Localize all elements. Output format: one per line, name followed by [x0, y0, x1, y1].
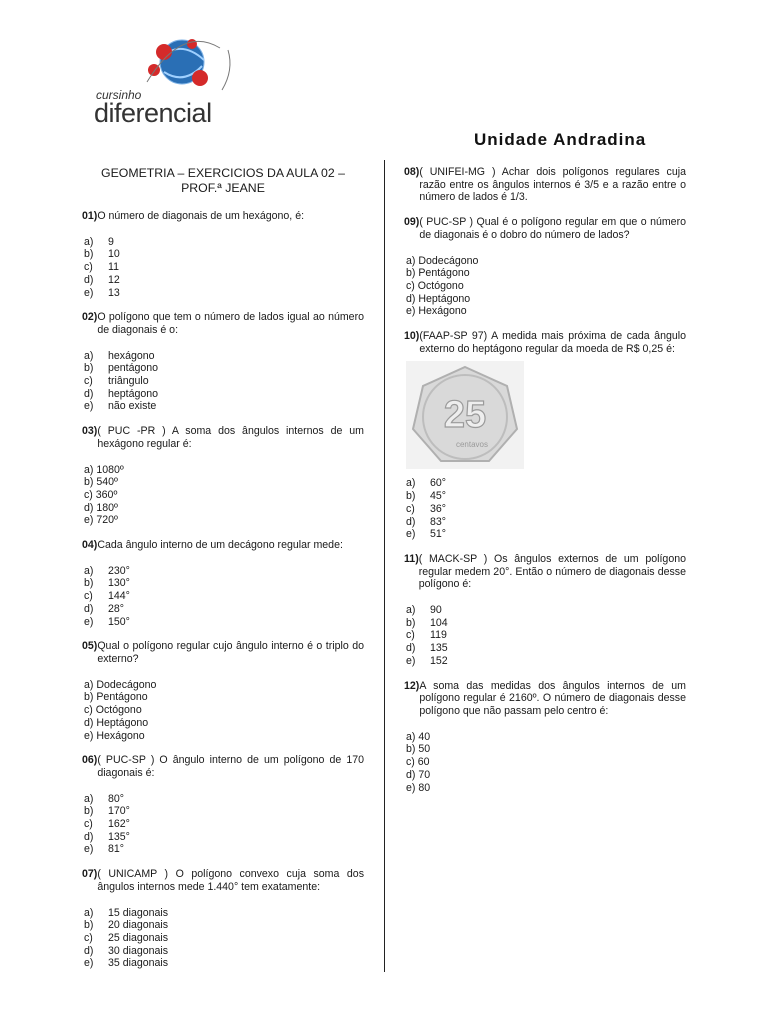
question-number: 06)	[82, 754, 98, 767]
option-text: 12	[108, 273, 120, 286]
question-statement	[82, 640, 364, 665]
question-statement	[404, 330, 686, 355]
answer-option	[82, 236, 364, 249]
option-letter: d) 70	[406, 768, 431, 781]
option-letter: b) 50	[406, 743, 431, 756]
answer-option	[82, 730, 364, 743]
answer-option	[82, 502, 364, 515]
heading-line-1: GEOMETRIA – EXERCICIOS DA AULA 02 –	[101, 166, 345, 180]
answer-options	[404, 255, 686, 319]
option-letter: d)	[84, 944, 94, 957]
option-letter: c)	[84, 590, 93, 603]
option-letter: e)	[84, 843, 94, 856]
logo-big-text: diferencial	[94, 98, 212, 128]
question-number: 12)	[404, 679, 420, 692]
answer-option	[404, 267, 686, 280]
option-text: 28°	[108, 602, 125, 615]
question-text: O polígono que tem o número de lados igual ao número de diagonais é o:	[97, 311, 364, 336]
question-statement	[404, 166, 686, 204]
option-text: 81°	[108, 843, 125, 856]
option-letter: a) Dodecágono	[84, 678, 157, 691]
question-number: 09)	[404, 216, 420, 229]
question	[82, 539, 364, 628]
option-text: 162°	[108, 818, 130, 831]
option-letter: c)	[406, 629, 415, 642]
option-letter: e) 80	[406, 781, 431, 794]
answer-option	[82, 274, 364, 287]
option-text: hexágono	[108, 349, 155, 362]
option-text: 130°	[108, 577, 130, 590]
answer-options	[82, 464, 364, 528]
answer-option	[404, 743, 686, 756]
option-text: heptágono	[108, 387, 159, 400]
answer-option	[82, 603, 364, 616]
answer-option	[82, 261, 364, 274]
question-statement	[82, 210, 364, 223]
answer-options	[404, 477, 686, 541]
option-text: 35 diagonais	[108, 957, 169, 970]
answer-option	[404, 280, 686, 293]
question-text: Cada ângulo interno de um decágono regular mede:	[97, 539, 343, 552]
question-text: ( UNIFEI-MG ) Achar dois polígonos regulares cuja razão entre os ângulos internos é 3/5 e a razão entre o número de lados é 1/3.	[419, 166, 686, 204]
option-letter: d) Heptágono	[406, 292, 471, 305]
logo-small-text: cursinho	[96, 88, 142, 102]
answer-options	[404, 604, 686, 668]
answer-option	[404, 629, 686, 642]
coin-image	[406, 361, 524, 469]
option-text: 13	[108, 286, 120, 299]
question	[404, 330, 686, 541]
answer-option	[404, 293, 686, 306]
option-letter: d)	[84, 830, 94, 843]
question-text: ( PUC-SP ) O ângulo interno de um polígono de 170 diagonais é:	[97, 754, 364, 779]
question	[82, 640, 364, 742]
question	[404, 216, 686, 318]
answer-option	[82, 932, 364, 945]
option-letter: b) Pentágono	[406, 267, 470, 280]
option-letter: c) Octógono	[406, 279, 464, 292]
answer-option	[404, 731, 686, 744]
option-letter: e)	[84, 400, 94, 413]
question-number: 01)	[82, 210, 98, 222]
answer-options	[82, 565, 364, 629]
answer-option	[404, 617, 686, 630]
answer-option	[404, 604, 686, 617]
option-text: 25 diagonais	[108, 931, 169, 944]
question	[404, 166, 686, 204]
question-number: 04)	[82, 539, 98, 552]
option-letter: d)	[84, 602, 94, 615]
answer-option	[404, 477, 686, 490]
question-statement	[404, 216, 686, 241]
answer-option	[404, 516, 686, 529]
answer-options	[82, 793, 364, 857]
option-text: 152	[430, 654, 448, 667]
answer-option	[82, 717, 364, 730]
answer-option	[404, 305, 686, 318]
answer-option	[82, 375, 364, 388]
answer-option	[82, 565, 364, 578]
coin-value: 25	[443, 394, 487, 437]
answer-option	[404, 756, 686, 769]
question	[82, 311, 364, 413]
answer-option	[82, 590, 364, 603]
left-column	[82, 166, 364, 982]
option-letter: b)	[84, 805, 94, 818]
option-text: 51°	[430, 528, 447, 541]
question-statement	[82, 868, 364, 893]
answer-option	[82, 691, 364, 704]
cursinho-diferencial-logo	[92, 30, 242, 135]
answer-option	[404, 490, 686, 503]
question	[82, 425, 364, 527]
question-number: 07)	[82, 868, 98, 881]
answer-option	[404, 642, 686, 655]
option-text: 30 diagonais	[108, 944, 169, 957]
question-number: 11)	[404, 552, 419, 565]
question-text: ( PUC -PR ) A soma dos ângulos internos de um hexágono regular é:	[97, 425, 364, 450]
answer-option	[82, 679, 364, 692]
option-letter: d) 180º	[84, 501, 118, 514]
question-statement	[82, 311, 364, 336]
answer-option	[404, 503, 686, 516]
option-letter: c) 60	[406, 756, 430, 769]
question	[404, 553, 686, 668]
answer-option	[404, 769, 686, 782]
question-number: 08)	[404, 166, 420, 178]
option-text: 80°	[108, 792, 125, 805]
option-letter: c)	[406, 502, 415, 515]
answer-option	[82, 400, 364, 413]
column-divider	[384, 160, 385, 972]
answer-option	[404, 255, 686, 268]
option-letter: a)	[84, 349, 94, 362]
option-text: não existe	[108, 400, 157, 413]
option-text: 15 diagonais	[108, 906, 169, 919]
question-statement	[82, 539, 364, 552]
option-letter: c) Octógono	[84, 704, 142, 717]
answer-option	[82, 957, 364, 970]
answer-option	[82, 476, 364, 489]
answer-option	[82, 388, 364, 401]
answer-option	[82, 287, 364, 300]
right-column	[404, 166, 686, 806]
answer-option	[82, 704, 364, 717]
question	[82, 868, 364, 970]
answer-option	[82, 577, 364, 590]
answer-option	[82, 616, 364, 629]
option-text: 10	[108, 248, 120, 261]
option-letter: c)	[84, 261, 93, 274]
option-letter: a)	[84, 792, 94, 805]
answer-option	[404, 782, 686, 795]
option-letter: b)	[84, 362, 94, 375]
answer-option	[82, 514, 364, 527]
question-statement	[82, 754, 364, 779]
answer-option	[82, 793, 364, 806]
answer-option	[82, 362, 364, 375]
option-text: 135°	[108, 830, 130, 843]
unit-title: Unidade Andradina	[474, 130, 647, 149]
option-letter: b)	[84, 919, 94, 932]
option-text: 45°	[430, 490, 447, 503]
option-text: 170°	[108, 805, 130, 818]
option-letter: e)	[84, 286, 94, 299]
option-text: 230°	[108, 564, 130, 577]
answer-options	[82, 907, 364, 971]
option-text: 36°	[430, 502, 447, 515]
option-text: 9	[108, 235, 114, 248]
option-text: 119	[430, 629, 447, 642]
question	[82, 210, 364, 299]
option-letter: a)	[84, 906, 94, 919]
answer-option	[82, 805, 364, 818]
question-text: ( PUC-SP ) Qual é o polígono regular em que o número de diagonais é o dobro do número de lados?	[419, 216, 686, 241]
answer-option	[82, 945, 364, 958]
option-letter: e) 720º	[84, 514, 118, 527]
question-text: ( UNICAMP ) O polígono convexo cuja soma dos ângulos internos mede 1.440° tem exatamente:	[97, 868, 364, 893]
option-letter: c) 360º	[84, 488, 118, 501]
question-text: O número de diagonais de um hexágono, é:	[97, 210, 305, 222]
option-letter: b) Pentágono	[84, 691, 148, 704]
answer-option	[82, 843, 364, 856]
document-heading	[82, 166, 364, 196]
option-letter: d) Heptágono	[84, 716, 149, 729]
answer-options	[404, 731, 686, 795]
option-letter: b) 540º	[84, 476, 118, 489]
coin-label: centavos	[455, 440, 489, 450]
question	[82, 754, 364, 856]
answer-option	[82, 919, 364, 932]
answer-option	[82, 248, 364, 261]
question-text: Qual o polígono regular cujo ângulo interno é o triplo do externo?	[97, 640, 364, 665]
option-letter: d)	[84, 273, 94, 286]
question-text: (FAAP-SP 97) A medida mais próxima de cada ângulo externo do heptágono regular da moeda de R$ 0,25 é:	[419, 330, 686, 355]
question-statement	[404, 680, 686, 718]
option-letter: e)	[406, 654, 416, 667]
option-text: 60°	[430, 477, 447, 490]
heading-line-2: PROF.ª JEANE	[181, 181, 265, 195]
option-letter: c)	[84, 818, 93, 831]
option-text: 83°	[430, 515, 447, 528]
answer-options	[82, 350, 364, 414]
question-number: 10)	[404, 330, 420, 343]
option-text: 90	[430, 604, 442, 617]
option-text: 11	[108, 261, 119, 274]
option-letter: e)	[84, 615, 94, 628]
option-letter: e)	[84, 957, 94, 970]
option-letter: c)	[84, 375, 93, 388]
answer-option	[404, 528, 686, 541]
answer-option	[82, 350, 364, 363]
question-text: ( MACK-SP ) Os ângulos externos de um polígono regular medem 20°. Então o número de diagonais desse polígono é:	[418, 552, 686, 591]
answer-options	[82, 236, 364, 300]
option-text: triângulo	[108, 375, 149, 388]
option-letter: d)	[406, 515, 416, 528]
option-letter: a)	[406, 604, 416, 617]
option-text: 104	[430, 616, 448, 629]
option-text: 20 diagonais	[108, 919, 169, 932]
option-text: 135	[430, 642, 448, 655]
option-text: 144°	[108, 590, 130, 603]
option-letter: b)	[84, 577, 94, 590]
option-letter: b)	[406, 616, 416, 629]
option-letter: d)	[406, 642, 416, 655]
question-number: 02)	[82, 311, 98, 324]
option-text: pentágono	[108, 362, 159, 375]
option-text: 150°	[108, 615, 130, 628]
answer-option	[82, 831, 364, 844]
question-number: 05)	[82, 640, 98, 653]
answer-option	[82, 907, 364, 920]
option-letter: d)	[84, 387, 94, 400]
option-letter: e) Hexágono	[84, 729, 145, 742]
question-statement	[82, 425, 364, 450]
option-letter: a)	[406, 477, 416, 490]
option-letter: a)	[84, 235, 94, 248]
answer-option	[82, 818, 364, 831]
option-letter: e)	[406, 528, 416, 541]
question-number: 03)	[82, 425, 98, 438]
question-statement	[404, 553, 686, 591]
option-letter: b)	[406, 490, 416, 503]
option-letter: b)	[84, 248, 94, 261]
answer-option	[82, 489, 364, 502]
answer-option	[404, 655, 686, 668]
option-letter: a) 40	[406, 730, 431, 743]
option-letter: e) Hexágono	[406, 305, 467, 318]
option-letter: a)	[84, 564, 94, 577]
question-text: A soma das medidas dos ângulos internos de um polígono regular é 2160º. O número de diagonais desse polígono que não passam pelo centro é:	[419, 679, 686, 717]
option-letter: a) Dodecágono	[406, 254, 479, 267]
answer-option	[82, 464, 364, 477]
question	[404, 680, 686, 795]
option-letter: a) 1080º	[84, 463, 124, 476]
answer-options	[82, 679, 364, 743]
option-letter: c)	[84, 931, 93, 944]
